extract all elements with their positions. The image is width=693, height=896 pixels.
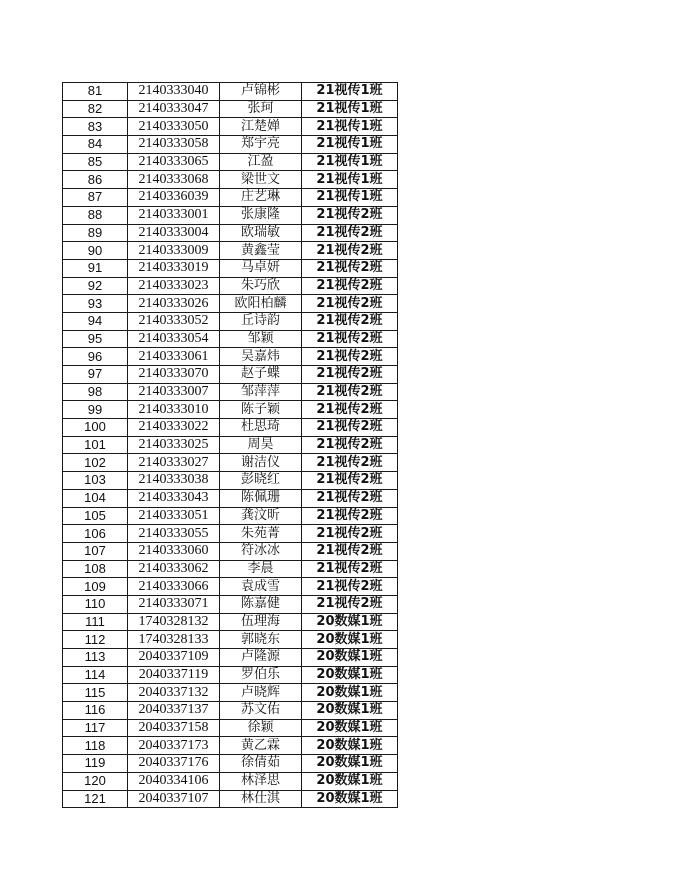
student-id-cell: 2140333060 [128, 542, 220, 560]
class-name-cell: 21视传2班 [302, 366, 398, 384]
row-number-cell: 88 [63, 206, 128, 224]
student-id-cell: 2140333071 [128, 595, 220, 613]
row-number-cell: 118 [63, 737, 128, 755]
student-id-cell: 2040337176 [128, 755, 220, 773]
student-name-cell: 郭晓东 [220, 631, 302, 649]
class-name-cell: 21视传2班 [302, 525, 398, 543]
row-number-cell: 109 [63, 578, 128, 596]
class-name-cell: 21视传1班 [302, 171, 398, 189]
class-name-cell: 21视传2班 [302, 330, 398, 348]
row-number-cell: 111 [63, 613, 128, 631]
row-number-cell: 112 [63, 631, 128, 649]
class-name-cell: 20数媒1班 [302, 737, 398, 755]
class-name-cell: 21视传2班 [302, 242, 398, 260]
student-name-cell: 欧瑞敏 [220, 224, 302, 242]
table-row [63, 489, 398, 507]
row-number-cell: 104 [63, 489, 128, 507]
row-number-cell: 120 [63, 772, 128, 790]
class-name-cell: 21视传2班 [302, 489, 398, 507]
student-name-cell: 江楚婵 [220, 118, 302, 136]
class-name-cell: 21视传2班 [302, 348, 398, 366]
table-row [63, 507, 398, 525]
table-row [63, 560, 398, 578]
student-name-cell: 彭晓红 [220, 472, 302, 490]
student-id-cell: 2140333022 [128, 419, 220, 437]
row-number-cell: 110 [63, 595, 128, 613]
class-name-cell: 21视传2班 [302, 578, 398, 596]
table-row [63, 189, 398, 207]
student-name-cell: 张珂 [220, 100, 302, 118]
student-name-cell: 陈佩珊 [220, 489, 302, 507]
table-row [63, 649, 398, 667]
table-row [63, 737, 398, 755]
table-row [63, 702, 398, 720]
class-name-cell: 21视传1班 [302, 136, 398, 154]
student-id-cell: 2140333070 [128, 366, 220, 384]
student-name-cell: 卢隆源 [220, 649, 302, 667]
class-name-cell: 21视传2班 [302, 595, 398, 613]
student-id-cell: 2140333058 [128, 136, 220, 154]
table-row [63, 772, 398, 790]
student-name-cell: 丘诗韵 [220, 312, 302, 330]
table-row [63, 100, 398, 118]
row-number-cell: 108 [63, 560, 128, 578]
row-number-cell: 84 [63, 136, 128, 154]
row-number-cell: 101 [63, 436, 128, 454]
class-name-cell: 21视传2班 [302, 206, 398, 224]
student-name-cell: 邹萍萍 [220, 383, 302, 401]
student-name-cell: 黄乙霖 [220, 737, 302, 755]
table-row [63, 277, 398, 295]
class-name-cell: 20数媒1班 [302, 649, 398, 667]
class-name-cell: 21视传1班 [302, 189, 398, 207]
table-row [63, 383, 398, 401]
student-id-cell: 2140333065 [128, 153, 220, 171]
student-id-cell: 2140333061 [128, 348, 220, 366]
student-id-cell: 2140333001 [128, 206, 220, 224]
row-number-cell: 95 [63, 330, 128, 348]
student-id-cell: 2140333007 [128, 383, 220, 401]
class-name-cell: 21视传2班 [302, 419, 398, 437]
table-row [63, 171, 398, 189]
student-id-cell: 2140333054 [128, 330, 220, 348]
student-id-cell: 2140333025 [128, 436, 220, 454]
student-name-cell: 朱巧欣 [220, 277, 302, 295]
table-row [63, 242, 398, 260]
row-number-cell: 89 [63, 224, 128, 242]
student-name-cell: 欧阳柏麟 [220, 295, 302, 313]
student-name-cell: 徐倩茹 [220, 755, 302, 773]
class-name-cell: 20数媒1班 [302, 772, 398, 790]
student-id-cell: 2140333023 [128, 277, 220, 295]
table-row [63, 118, 398, 136]
row-number-cell: 114 [63, 666, 128, 684]
class-name-cell: 21视传1班 [302, 153, 398, 171]
row-number-cell: 100 [63, 419, 128, 437]
class-name-cell: 20数媒1班 [302, 790, 398, 808]
student-id-cell: 1740328133 [128, 631, 220, 649]
student-id-cell: 2040337119 [128, 666, 220, 684]
student-id-cell: 2140333027 [128, 454, 220, 472]
student-name-cell: 黄鑫莹 [220, 242, 302, 260]
student-roster-table [62, 82, 398, 808]
row-number-cell: 91 [63, 259, 128, 277]
roster-body [63, 83, 398, 808]
row-number-cell: 97 [63, 366, 128, 384]
class-name-cell: 21视传2班 [302, 401, 398, 419]
table-row [63, 436, 398, 454]
row-number-cell: 102 [63, 454, 128, 472]
row-number-cell: 96 [63, 348, 128, 366]
student-name-cell: 赵子蝶 [220, 366, 302, 384]
class-name-cell: 21视传2班 [302, 472, 398, 490]
table-row [63, 83, 398, 101]
student-id-cell: 2040337107 [128, 790, 220, 808]
class-name-cell: 20数媒1班 [302, 755, 398, 773]
row-number-cell: 93 [63, 295, 128, 313]
student-id-cell: 2140333010 [128, 401, 220, 419]
class-name-cell: 21视传2班 [302, 295, 398, 313]
class-name-cell: 21视传2班 [302, 454, 398, 472]
class-name-cell: 21视传2班 [302, 507, 398, 525]
class-name-cell: 21视传2班 [302, 259, 398, 277]
student-id-cell: 2040337137 [128, 702, 220, 720]
student-id-cell: 2140336039 [128, 189, 220, 207]
student-name-cell: 谢洁仪 [220, 454, 302, 472]
table-row [63, 136, 398, 154]
student-name-cell: 李晨 [220, 560, 302, 578]
student-id-cell: 1740328132 [128, 613, 220, 631]
class-name-cell: 20数媒1班 [302, 702, 398, 720]
row-number-cell: 81 [63, 83, 128, 101]
student-name-cell: 林泽思 [220, 772, 302, 790]
student-id-cell: 2140333068 [128, 171, 220, 189]
row-number-cell: 121 [63, 790, 128, 808]
table-row [63, 224, 398, 242]
class-name-cell: 20数媒1班 [302, 666, 398, 684]
row-number-cell: 107 [63, 542, 128, 560]
student-name-cell: 徐颖 [220, 719, 302, 737]
row-number-cell: 115 [63, 684, 128, 702]
table-row [63, 454, 398, 472]
student-name-cell: 江盈 [220, 153, 302, 171]
student-id-cell: 2040337158 [128, 719, 220, 737]
row-number-cell: 119 [63, 755, 128, 773]
student-name-cell: 罗伯乐 [220, 666, 302, 684]
row-number-cell: 99 [63, 401, 128, 419]
student-name-cell: 卢晓辉 [220, 684, 302, 702]
table-row [63, 631, 398, 649]
table-row [63, 684, 398, 702]
student-id-cell: 2140333004 [128, 224, 220, 242]
row-number-cell: 87 [63, 189, 128, 207]
class-name-cell: 21视传1班 [302, 118, 398, 136]
student-name-cell: 朱苑菁 [220, 525, 302, 543]
student-id-cell: 2140333009 [128, 242, 220, 260]
table-row [63, 295, 398, 313]
class-name-cell: 21视传1班 [302, 83, 398, 101]
table-row [63, 259, 398, 277]
student-id-cell: 2040337132 [128, 684, 220, 702]
table-row [63, 330, 398, 348]
student-id-cell: 2140333019 [128, 259, 220, 277]
class-name-cell: 20数媒1班 [302, 613, 398, 631]
table-row [63, 666, 398, 684]
student-name-cell: 马卓妍 [220, 259, 302, 277]
student-name-cell: 庄艺琳 [220, 189, 302, 207]
student-name-cell: 林仕淇 [220, 790, 302, 808]
student-id-cell: 2140333062 [128, 560, 220, 578]
row-number-cell: 86 [63, 171, 128, 189]
student-id-cell: 2140333051 [128, 507, 220, 525]
student-name-cell: 梁世文 [220, 171, 302, 189]
student-name-cell: 陈嘉健 [220, 595, 302, 613]
student-name-cell: 吴嘉炜 [220, 348, 302, 366]
class-name-cell: 20数媒1班 [302, 684, 398, 702]
student-id-cell: 2140333026 [128, 295, 220, 313]
class-name-cell: 21视传1班 [302, 100, 398, 118]
student-name-cell: 邹颖 [220, 330, 302, 348]
table-row [63, 401, 398, 419]
table-row [63, 366, 398, 384]
student-name-cell: 龚汶昕 [220, 507, 302, 525]
student-name-cell: 袁成雪 [220, 578, 302, 596]
student-name-cell: 陈子颖 [220, 401, 302, 419]
table-row [63, 719, 398, 737]
row-number-cell: 106 [63, 525, 128, 543]
student-id-cell: 2040334106 [128, 772, 220, 790]
student-id-cell: 2140333040 [128, 83, 220, 101]
student-name-cell: 卢锦彬 [220, 83, 302, 101]
class-name-cell: 21视传2班 [302, 277, 398, 295]
row-number-cell: 113 [63, 649, 128, 667]
row-number-cell: 105 [63, 507, 128, 525]
class-name-cell: 21视传2班 [302, 383, 398, 401]
table-row [63, 755, 398, 773]
student-id-cell: 2140333050 [128, 118, 220, 136]
table-row [63, 348, 398, 366]
table-row [63, 206, 398, 224]
table-row [63, 419, 398, 437]
table-row [63, 525, 398, 543]
table-row [63, 312, 398, 330]
class-name-cell: 21视传2班 [302, 560, 398, 578]
table-row [63, 578, 398, 596]
row-number-cell: 117 [63, 719, 128, 737]
student-name-cell: 杜思琦 [220, 419, 302, 437]
row-number-cell: 83 [63, 118, 128, 136]
class-name-cell: 21视传2班 [302, 436, 398, 454]
student-name-cell: 符冰冰 [220, 542, 302, 560]
student-name-cell: 张康隆 [220, 206, 302, 224]
student-id-cell: 2140333038 [128, 472, 220, 490]
row-number-cell: 85 [63, 153, 128, 171]
table-row [63, 595, 398, 613]
row-number-cell: 92 [63, 277, 128, 295]
class-name-cell: 21视传2班 [302, 542, 398, 560]
student-id-cell: 2040337109 [128, 649, 220, 667]
class-name-cell: 21视传2班 [302, 224, 398, 242]
row-number-cell: 82 [63, 100, 128, 118]
student-id-cell: 2140333052 [128, 312, 220, 330]
student-name-cell: 伍理海 [220, 613, 302, 631]
student-name-cell: 苏文佑 [220, 702, 302, 720]
student-id-cell: 2140333047 [128, 100, 220, 118]
class-name-cell: 20数媒1班 [302, 719, 398, 737]
row-number-cell: 116 [63, 702, 128, 720]
student-id-cell: 2140333055 [128, 525, 220, 543]
table-row [63, 472, 398, 490]
table-row [63, 613, 398, 631]
class-name-cell: 20数媒1班 [302, 631, 398, 649]
student-id-cell: 2140333066 [128, 578, 220, 596]
table-row [63, 153, 398, 171]
table-row [63, 790, 398, 808]
student-name-cell: 郑宇亮 [220, 136, 302, 154]
class-name-cell: 21视传2班 [302, 312, 398, 330]
row-number-cell: 90 [63, 242, 128, 260]
row-number-cell: 103 [63, 472, 128, 490]
table-row [63, 542, 398, 560]
student-id-cell: 2140333043 [128, 489, 220, 507]
student-id-cell: 2040337173 [128, 737, 220, 755]
row-number-cell: 94 [63, 312, 128, 330]
row-number-cell: 98 [63, 383, 128, 401]
student-name-cell: 周昊 [220, 436, 302, 454]
